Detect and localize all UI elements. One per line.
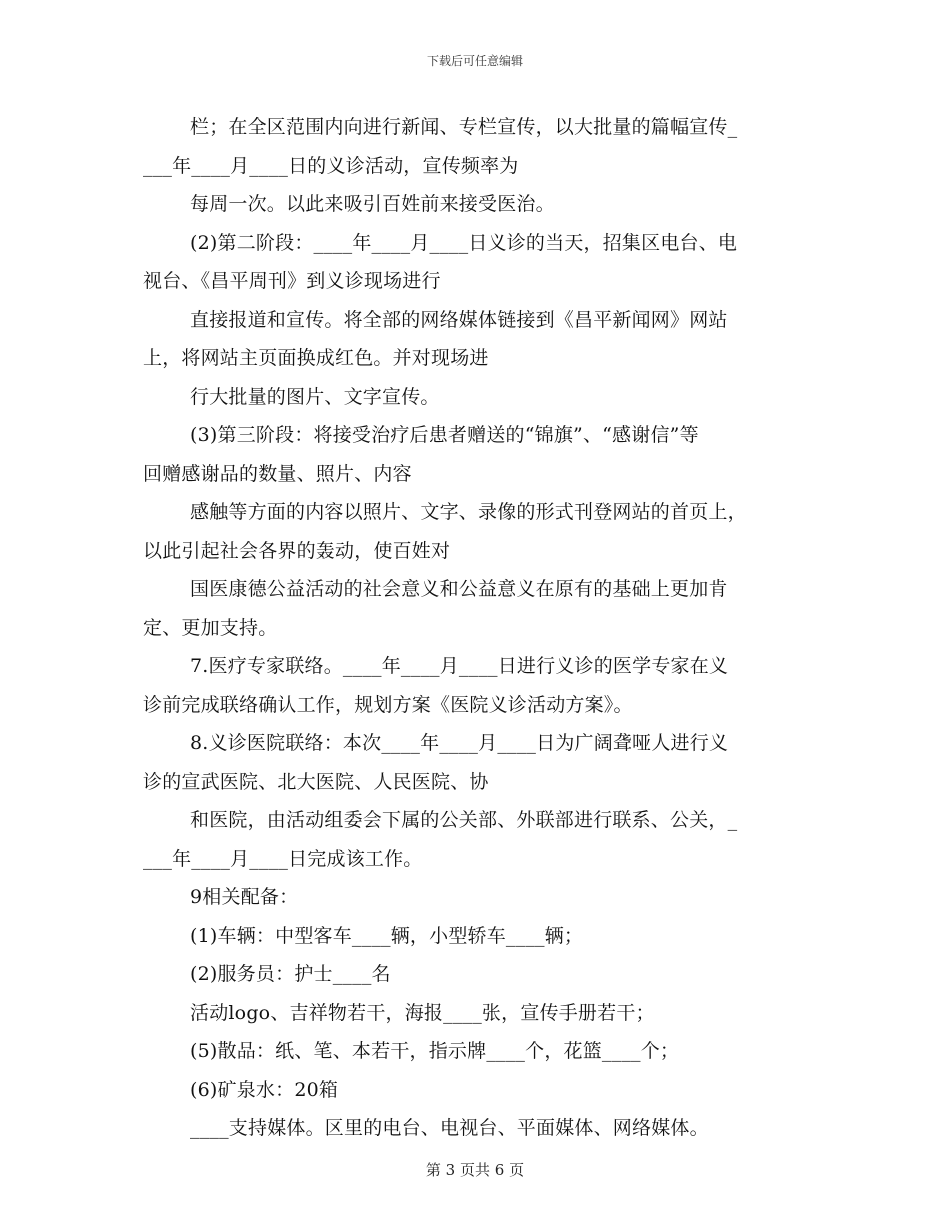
text-line: 诊前完成联络确认工作，规划方案《医院义诊活动方案》。 <box>143 693 633 716</box>
text-line: 活动logo、吉祥物若干，海报____张，宣传手册若干； <box>190 1001 655 1024</box>
text-line: 国医康德公益活动的社会意义和公益意义在原有的基础上更加肯 <box>190 578 728 600</box>
text-line: (6)矿泉水：20箱 <box>190 1078 339 1101</box>
text-line: 定、更加支持。 <box>143 616 278 639</box>
text-line: (1)车辆：中型客车____辆，小型轿车____辆； <box>190 924 584 947</box>
document-body <box>143 108 818 1148</box>
text-line: 和医院，由活动组委会下属的公关部、外联部进行联系、公关，_ <box>190 809 738 831</box>
text-line: 9相关配备： <box>190 886 299 908</box>
text-line: 回赠感谢品的数量、照片、内容 <box>143 462 412 485</box>
page-header: 下载后可任意编辑 <box>426 54 523 68</box>
text-line: (5)散品：纸、笔、本若干，指示牌____个，花篮____个； <box>190 1040 680 1062</box>
text-line: 8.义诊医院联络：本次____年____月____日为广阔聋哑人进行义 <box>190 732 729 754</box>
text-line: 栏；在全区范围内向进行新闻、专栏宣传，以大批量的篇幅宣传_ <box>190 116 738 138</box>
text-line: 每周一次。以此来吸引百姓前来接受医治。 <box>190 193 555 215</box>
text-line: ____支持媒体。区里的电台、电视台、平面媒体、网络媒体。 <box>190 1117 709 1139</box>
text-line: 视台、《昌平周刊》到义诊现场进行 <box>143 270 441 292</box>
text-line: (2)服务员：护士____名 <box>190 963 391 985</box>
text-line: 诊的宣武医院、北大医院、人民医院、协 <box>143 770 489 793</box>
text-line: 行大批量的图片、文字宣传。 <box>190 385 440 408</box>
text-line: (3)第三阶段：将接受治疗后患者赠送的“锦旗”、“感谢信”等 <box>190 424 699 446</box>
text-line: 感触等方面的内容以照片、文字、录像的形式刊登网站的首页上， <box>190 501 747 523</box>
text-line: ___年____月____日完成该工作。 <box>143 847 423 870</box>
text-line: (2)第二阶段：____年____月____日义诊的当天，招集区电台、电 <box>190 231 738 254</box>
text-line: 7.医疗专家联络。____年____月____日进行义诊的医学专家在义 <box>190 655 729 677</box>
page-footer: 第 3 页共 6 页 <box>425 1161 525 1179</box>
text-line: 以此引起社会各界的轰动，使百姓对 <box>143 539 451 562</box>
text-line: 上，将网站主页面换成红色。并对现场进 <box>143 347 489 369</box>
text-line: 直接报道和宣传。将全部的网络媒体链接到《昌平新闻网》网站 <box>190 308 728 331</box>
text-line: ___年____月____日的义诊活动，宣传频率为 <box>143 154 519 177</box>
